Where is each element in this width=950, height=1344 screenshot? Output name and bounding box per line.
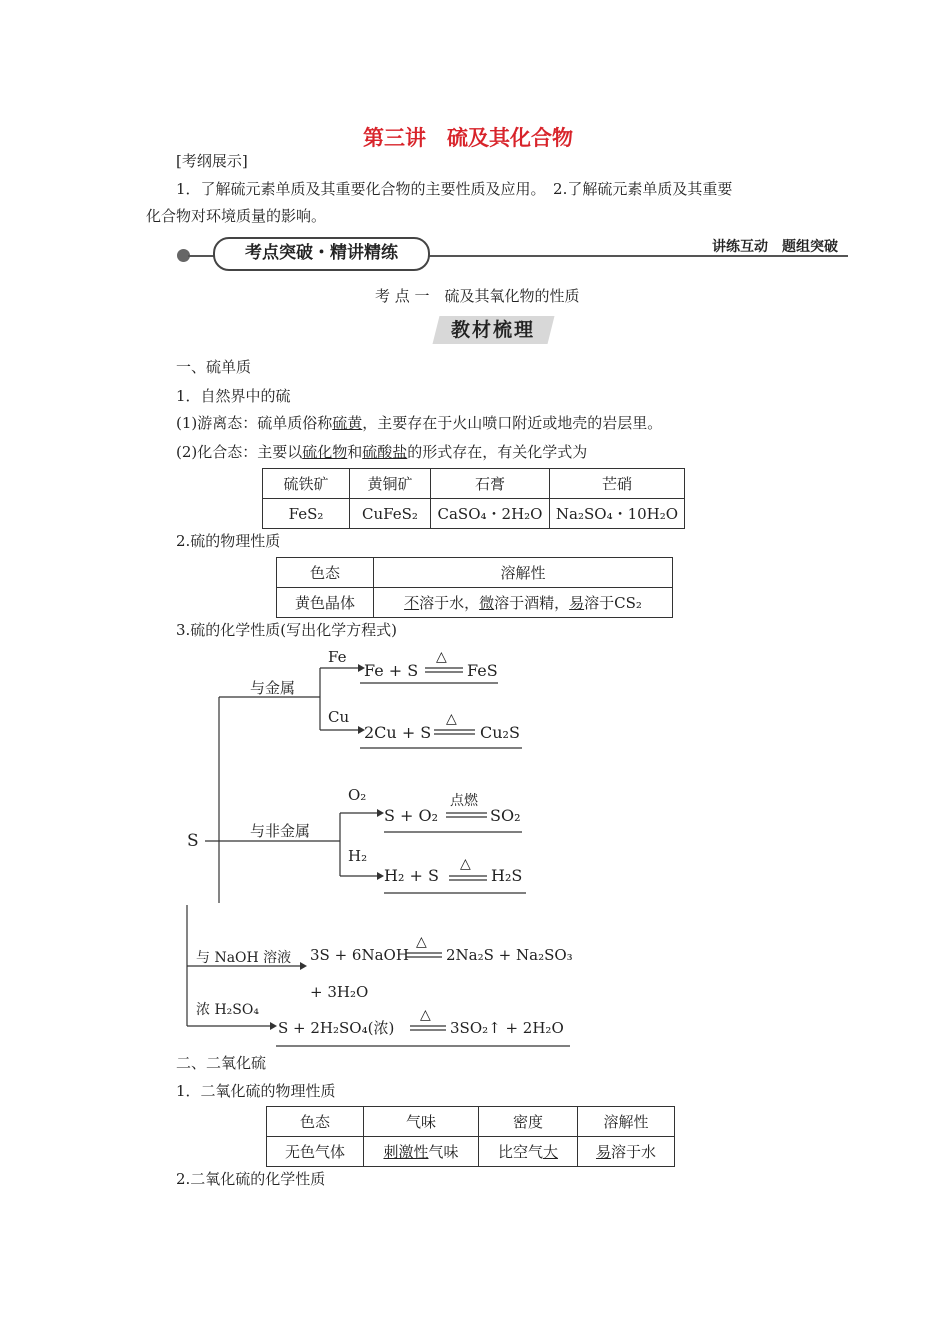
diagram-fe-label: Fe — [328, 648, 347, 666]
outline-line-2: 化合物对环境质量的影响。 — [146, 207, 327, 225]
banner-label: 考点突破・精讲精练 — [213, 237, 430, 271]
phys-solubility: 不溶于水，微溶于酒精，易溶于CS₂ — [374, 588, 673, 618]
diagram-o2-eq-left: S + O₂ — [384, 806, 439, 825]
minerals-header: 黄铜矿 — [350, 469, 431, 499]
banner-right-label: 讲练互动 题组突破 — [712, 239, 838, 255]
part1-heading: 一、硫单质 — [176, 358, 252, 376]
minerals-header: 硫铁矿 — [263, 469, 350, 499]
diagram-fe-eq-right: FeS — [467, 661, 498, 680]
diagram-nonmetal-label: 与非金属 — [250, 822, 311, 840]
diagram-h2-eq-left: H₂ + S — [384, 866, 439, 885]
diagram-o2-label: O₂ — [348, 786, 367, 804]
diagram-cu-eq-right: Cu₂S — [480, 723, 520, 742]
phys-header: 色态 — [277, 558, 374, 588]
outline-label: [考纲展示] — [176, 152, 248, 170]
so2-solubility: 易溶于水 — [578, 1137, 675, 1167]
part2-heading: 二、二氧化硫 — [176, 1054, 267, 1072]
section-title: 考 点 一 硫及其氧化物的性质 — [375, 287, 580, 305]
page-title: 第三讲 硫及其化合物 — [363, 126, 573, 150]
diagram-naoh-eq-cont: + 3H₂O — [310, 983, 369, 1001]
diagram-cu-eq-left: 2Cu + S — [364, 723, 432, 742]
diagram-fe-eq-left: Fe + S — [364, 661, 419, 680]
phys-title: 2.硫的物理性质 — [176, 532, 281, 550]
diagram-naoh-heat: △ — [416, 934, 427, 950]
part2-p1: 1．二氧化硫的物理性质 — [176, 1082, 336, 1100]
minerals-cell: CaSO₄・2H₂O — [431, 499, 550, 529]
diagram-o2-eq-right: SO₂ — [490, 806, 521, 825]
outline-line-1: 1．了解硫元素单质及其重要化合物的主要性质及应用。 2.了解硫元素单质及其重要 — [176, 180, 733, 198]
part1-p1: 1．自然界中的硫 — [176, 387, 291, 405]
diagram-fe-heat: △ — [436, 649, 447, 665]
diagram-root-s: S — [187, 831, 199, 851]
diagram-naoh-eq-right: 2Na₂S + Na₂SO₃ — [446, 946, 573, 964]
so2-header: 密度 — [479, 1107, 578, 1137]
phys-header: 溶解性 — [374, 558, 673, 588]
minerals-header: 石膏 — [431, 469, 550, 499]
minerals-cell: Na₂SO₄・10H₂O — [550, 499, 685, 529]
part1-p3: (2)化合态：主要以硫化物和硫酸盐的形式存在，有关化学式为 — [176, 443, 588, 461]
minerals-header: 芒硝 — [550, 469, 685, 499]
diagram-h2-label: H₂ — [348, 847, 368, 865]
diagram-h2so4-eq-right: 3SO₂↑ + 2H₂O — [450, 1019, 564, 1037]
diagram-h2so4-label: 浓 H₂SO₄ — [196, 1002, 259, 1018]
so2-header: 色态 — [267, 1107, 364, 1137]
so2-density: 比空气大 — [479, 1137, 578, 1167]
diagram-cu-heat: △ — [446, 711, 457, 727]
subsection-title: 教材梳理 — [451, 319, 536, 341]
diagram-naoh-eq-left: 3S + 6NaOH — [310, 946, 409, 964]
so2-color: 无色气体 — [267, 1137, 364, 1167]
part2-p2: 2.二氧化硫的化学性质 — [176, 1170, 326, 1188]
diagram-cu-label: Cu — [328, 708, 350, 726]
diagram-h2-heat: △ — [460, 856, 471, 872]
diagram-h2so4-eq-left: S + 2H₂SO₄(浓) — [278, 1019, 395, 1037]
diagram-h2so4-heat: △ — [420, 1007, 431, 1023]
part1-p2: (1)游离态：硫单质俗称硫黄，主要存在于火山喷口附近或地壳的岩层里。 — [176, 414, 663, 432]
diagram-naoh-label: 与 NaOH 溶液 — [196, 950, 292, 966]
so2-smell: 刺激性气味 — [364, 1137, 479, 1167]
diagram-o2-condition: 点燃 — [450, 793, 478, 809]
diagram-h2-eq-right: H₂S — [491, 866, 523, 885]
minerals-cell: FeS₂ — [263, 499, 350, 529]
diagram-metal-label: 与金属 — [250, 679, 296, 697]
so2-phys-table — [266, 1106, 675, 1167]
chem-title: 3.硫的化学性质(写出化学方程式) — [176, 621, 398, 639]
minerals-cell: CuFeS₂ — [350, 499, 431, 529]
so2-header: 溶解性 — [578, 1107, 675, 1137]
so2-header: 气味 — [364, 1107, 479, 1137]
phys-color: 黄色晶体 — [277, 588, 374, 618]
